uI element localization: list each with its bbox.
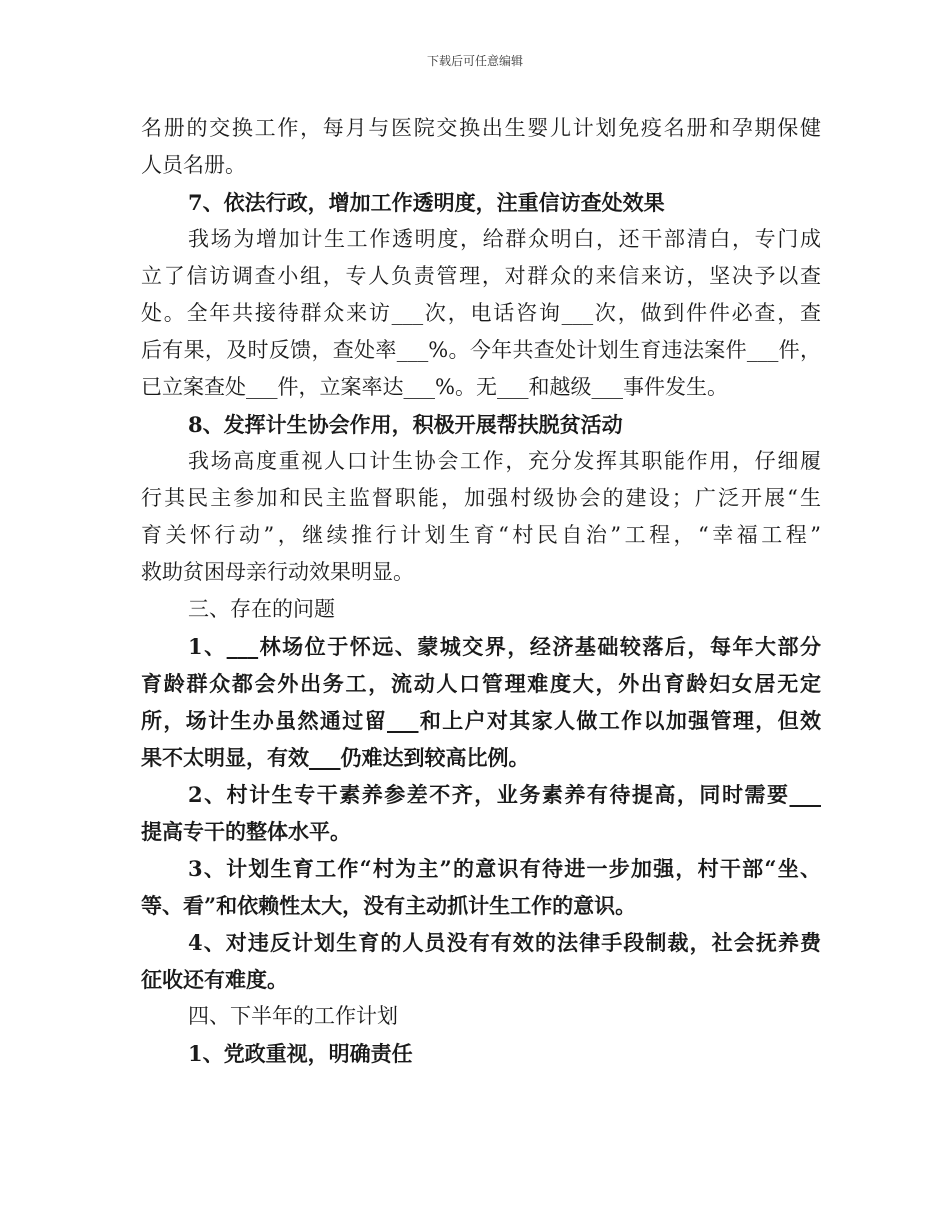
- text-line: 1、___林场位于怀远、蒙城交界，经济基础较落后，每年大部分: [188, 634, 821, 659]
- text-line: 提高专干的整体水平。: [141, 819, 351, 844]
- text-line: 四、下半年的工作计划: [188, 1004, 398, 1028]
- text-line: 我场为增加计生工作透明度，给群众明白，还干部清白，专门成: [188, 227, 821, 251]
- document-body: [141, 110, 821, 1072]
- text-line: 育龄群众都会外出务工，流动人口管理难度大，外出育龄妇女居无定: [141, 671, 821, 696]
- text-line: 1、党政重视，明确责任: [188, 1041, 413, 1066]
- text-line: 我场高度重视人口计生协会工作，充分发挥其职能作用，仔细履: [188, 449, 821, 473]
- text-line: 所，场计生办虽然通过留___和上户对其家人做工作以加强管理，但效: [141, 708, 821, 733]
- text-line: 3、计划生育工作“村为主”的意识有待进一步加强，村干部“坐、: [188, 856, 821, 881]
- text-line: 行其民主参加和民主监督职能，加强村级协会的建设；广泛开展“生: [141, 486, 821, 510]
- text-line: 人员名册。: [141, 153, 246, 177]
- text-line: 果不太明显，有效___仍难达到较高比例。: [141, 745, 530, 770]
- text-line: 已立案查处___件，立案率达___%。无___和越级___事件发生。: [141, 375, 728, 399]
- text-line: 救助贫困母亲行动效果明显。: [141, 560, 414, 584]
- text-line: 育关怀行动”，继续推行计划生育“村民自治”工程，“幸福工程”: [141, 523, 821, 547]
- text-line: 4、对违反计划生育的人员没有有效的法律手段制裁，社会抚养费: [188, 930, 821, 955]
- text-line: 后有果，及时反馈，查处率___%。今年共查处计划生育违法案件___件，: [141, 338, 821, 362]
- text-line: 名册的交换工作，每月与医院交换出生婴儿计划免疫名册和孕期保健: [141, 116, 821, 140]
- text-line: 征收还有难度。: [141, 967, 288, 992]
- text-line: 等、看”和依赖性太大，没有主动抓计生工作的意识。: [141, 893, 637, 918]
- text-line: 三、存在的问题: [188, 597, 335, 621]
- text-line: 2、村计生专干素养参差不齐，业务素养有待提高，同时需要___: [188, 782, 821, 807]
- text-line: 处。全年共接待群众来访___次，电话咨询___次，做到件件必查，查: [141, 301, 821, 325]
- page-header: 下载后可任意编辑: [426, 54, 523, 68]
- text-line: 8、发挥计生协会作用，积极开展帮扶脱贫活动: [188, 412, 623, 437]
- text-line: 立了信访调查小组，专人负责管理，对群众的来信来访，坚决予以查: [141, 264, 821, 288]
- text-line: 7、依法行政，增加工作透明度，注重信访查处效果: [188, 190, 665, 215]
